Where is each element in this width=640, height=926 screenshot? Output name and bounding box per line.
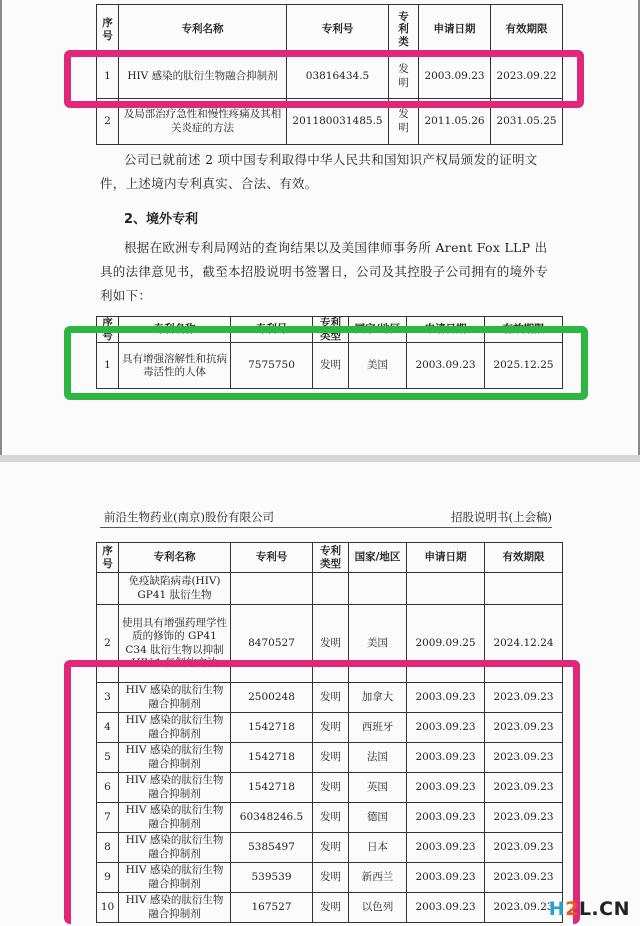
cell-number: 2500248 [231, 683, 313, 713]
cell-expiry: 2025.12.25 [485, 343, 563, 389]
cell-name: HIV 感染的肽衍生物融合抑制剂 [119, 803, 231, 833]
col-header-type: 专利类型 [313, 543, 349, 573]
cell-number: 60348246.5 [231, 803, 313, 833]
cell-expiry: 2023.09.23 [485, 713, 563, 743]
col-header-index: 序号 [97, 543, 119, 573]
cell-name: HIV 感染的肽衍生物融合抑制剂 [119, 713, 231, 743]
cell-country: 美国 [349, 343, 407, 389]
cell-expiry: 2023.09.22 [491, 55, 563, 99]
cell-number: 167527 [231, 893, 313, 923]
col-header-number: 专利号 [287, 5, 389, 55]
cell-name: 使用具有增强药理学性质的修饰的 GP41 C34 肽衍生物以抑制 HIV-1 复制的方法 [119, 605, 231, 683]
cell-country: 日本 [349, 833, 407, 863]
cell-index [97, 573, 119, 605]
cell-index: 9 [97, 863, 119, 893]
cell-number: 5385497 [231, 833, 313, 863]
cell-apply-date: 2011.05.26 [419, 99, 491, 145]
cell-number: 03816434.5 [287, 55, 389, 99]
page-edge-left [0, 0, 2, 455]
cell-name: HIV 感染的肽衍生物融合抑制剂 [119, 55, 287, 99]
cell-number: 201180031485.5 [287, 99, 389, 145]
col-header-number: 专利号 [231, 317, 313, 343]
cell-apply-date: 2003.09.23 [407, 773, 485, 803]
col-header-index: 序号 [97, 317, 119, 343]
site-watermark: H2L.CN [548, 898, 630, 920]
paragraph-domestic-summary: 公司已就前述 2 项中国专利取得中华人民共和国知识产权局颁发的证明文件，上述境内专利真实、合法、有效。 [100, 152, 538, 191]
cell-apply-date: 2003.09.23 [407, 833, 485, 863]
cell-expiry: 2031.05.25 [491, 99, 563, 145]
cell-country: 加拿大 [349, 683, 407, 713]
cell-expiry: 2023.09.23 [485, 833, 563, 863]
cell-apply-date: 2003.09.23 [407, 683, 485, 713]
cell-type: 发明 [313, 803, 349, 833]
cell-number: 1542718 [231, 743, 313, 773]
cell-type: 发明 [313, 893, 349, 923]
cell-type: 发明 [313, 605, 349, 683]
col-header-name: 专利名称 [119, 317, 231, 343]
cell-index: 2 [97, 605, 119, 683]
cell-country: 德国 [349, 803, 407, 833]
table-header-row [97, 543, 563, 573]
cell-type: 发明 [313, 683, 349, 713]
cell-country: 以色列 [349, 893, 407, 923]
cell-apply-date: 2003.09.23 [407, 713, 485, 743]
page-separator [0, 455, 640, 462]
cell-apply-date: 2003.09.23 [407, 893, 485, 923]
cell-name: 及局部治疗急性和慢性疼痛及其相关炎症的方法 [119, 99, 287, 145]
col-header-country: 国家/地区 [349, 543, 407, 573]
header-divider [100, 527, 552, 528]
cell-expiry: 2024.12.24 [485, 605, 563, 683]
document-page-2 [0, 462, 640, 926]
cell-name: HIV 感染的肽衍生物融合抑制剂 [119, 683, 231, 713]
cell-index: 2 [97, 99, 119, 145]
cell-apply-date: 2003.09.23 [407, 743, 485, 773]
cell-apply-date: 2003.09.23 [407, 343, 485, 389]
cell-index: 1 [97, 55, 119, 99]
cell-country: 西班牙 [349, 713, 407, 743]
cell-name: 具有增强溶解性和抗病毒活性的人体 [119, 343, 231, 389]
cell-apply-date [407, 573, 485, 605]
cell-type: 发明 [313, 773, 349, 803]
cell-number: 1542718 [231, 773, 313, 803]
cell-number: 7575750 [231, 343, 313, 389]
company-name-header: 前沿生物药业(南京)股份有限公司 [104, 510, 274, 524]
cell-type: 发明 [389, 99, 419, 145]
cell-name: HIV 感染的肽衍生物融合抑制剂 [119, 773, 231, 803]
cell-country: 法国 [349, 743, 407, 773]
cell-type [313, 573, 349, 605]
col-header-country: 国家/地区 [349, 317, 407, 343]
paragraph-foreign-intro: 根据在欧洲专利局网站的查询结果以及美国律师事务所 Arent Fox LLP 出具的法律意见书，截至本招股说明书签署日，公司及其控股子公司拥有的境外专利如下： [100, 240, 549, 303]
col-header-name: 专利名称 [119, 5, 287, 55]
cell-name: HIV 感染的肽衍生物融合抑制剂 [119, 743, 231, 773]
cell-index: 8 [97, 833, 119, 863]
pink-highlight-box-foreign-list [64, 660, 580, 924]
cell-expiry: 2023.09.23 [485, 893, 563, 923]
cell-number: 8470527 [231, 605, 313, 683]
col-header-apply-date: 申请日期 [407, 543, 485, 573]
pink-highlight-box-domestic [64, 50, 584, 108]
cell-country: 新西兰 [349, 863, 407, 893]
cell-index: 4 [97, 713, 119, 743]
table-row-continued [97, 573, 563, 605]
document-title-header: 招股说明书(上会稿) [451, 510, 552, 524]
cell-number: 1542718 [231, 713, 313, 743]
cell-index: 6 [97, 773, 119, 803]
cell-apply-date: 2003.09.23 [407, 863, 485, 893]
cell-country: 英国 [349, 773, 407, 803]
cell-index: 10 [97, 893, 119, 923]
col-header-name: 专利名称 [119, 543, 231, 573]
document-page-1 [0, 0, 640, 456]
cell-expiry [485, 573, 563, 605]
cell-country [349, 573, 407, 605]
col-header-expiry: 有效期限 [491, 5, 563, 55]
cell-expiry: 2023.09.23 [485, 863, 563, 893]
cell-expiry: 2023.09.23 [485, 683, 563, 713]
cell-type: 发明 [313, 343, 349, 389]
cell-apply-date: 2003.09.23 [419, 55, 491, 99]
section-heading-foreign-patents: 2、境外专利 [124, 212, 199, 227]
cell-number [231, 573, 313, 605]
cell-type: 发明 [313, 833, 349, 863]
cell-type: 发明 [389, 55, 419, 99]
cell-type: 发明 [313, 863, 349, 893]
cell-country: 美国 [349, 605, 407, 683]
col-header-apply-date: 申请日期 [419, 5, 491, 55]
cell-type: 发明 [313, 743, 349, 773]
cell-index: 5 [97, 743, 119, 773]
cell-index: 3 [97, 683, 119, 713]
col-header-index: 序号 [97, 5, 119, 55]
cell-name: HIV 感染的肽衍生物融合抑制剂 [119, 863, 231, 893]
cell-name: 免疫缺陷病毒(HIV) GP41 肽衍生物 [119, 573, 231, 605]
col-header-expiry: 有效期限 [485, 317, 563, 343]
green-highlight-box-foreign [64, 326, 588, 400]
cell-type: 发明 [313, 713, 349, 743]
cell-apply-date: 2003.09.23 [407, 803, 485, 833]
col-header-apply-date: 申请日期 [407, 317, 485, 343]
cell-name: HIV 感染的肽衍生物融合抑制剂 [119, 833, 231, 863]
cell-expiry: 2023.09.23 [485, 803, 563, 833]
cell-index: 1 [97, 343, 119, 389]
table-header-row [97, 5, 563, 55]
cell-name: HIV 感染的肽衍生物融合抑制剂 [119, 893, 231, 923]
col-header-type: 专利类 [389, 5, 419, 55]
cell-index: 7 [97, 803, 119, 833]
cell-number: 539539 [231, 863, 313, 893]
cell-expiry: 2023.09.23 [485, 743, 563, 773]
col-header-type: 专利类型 [313, 317, 349, 343]
cell-expiry: 2023.09.23 [485, 773, 563, 803]
col-header-number: 专利号 [231, 543, 313, 573]
cell-apply-date: 2009.09.25 [407, 605, 485, 683]
col-header-expiry: 有效期限 [485, 543, 563, 573]
